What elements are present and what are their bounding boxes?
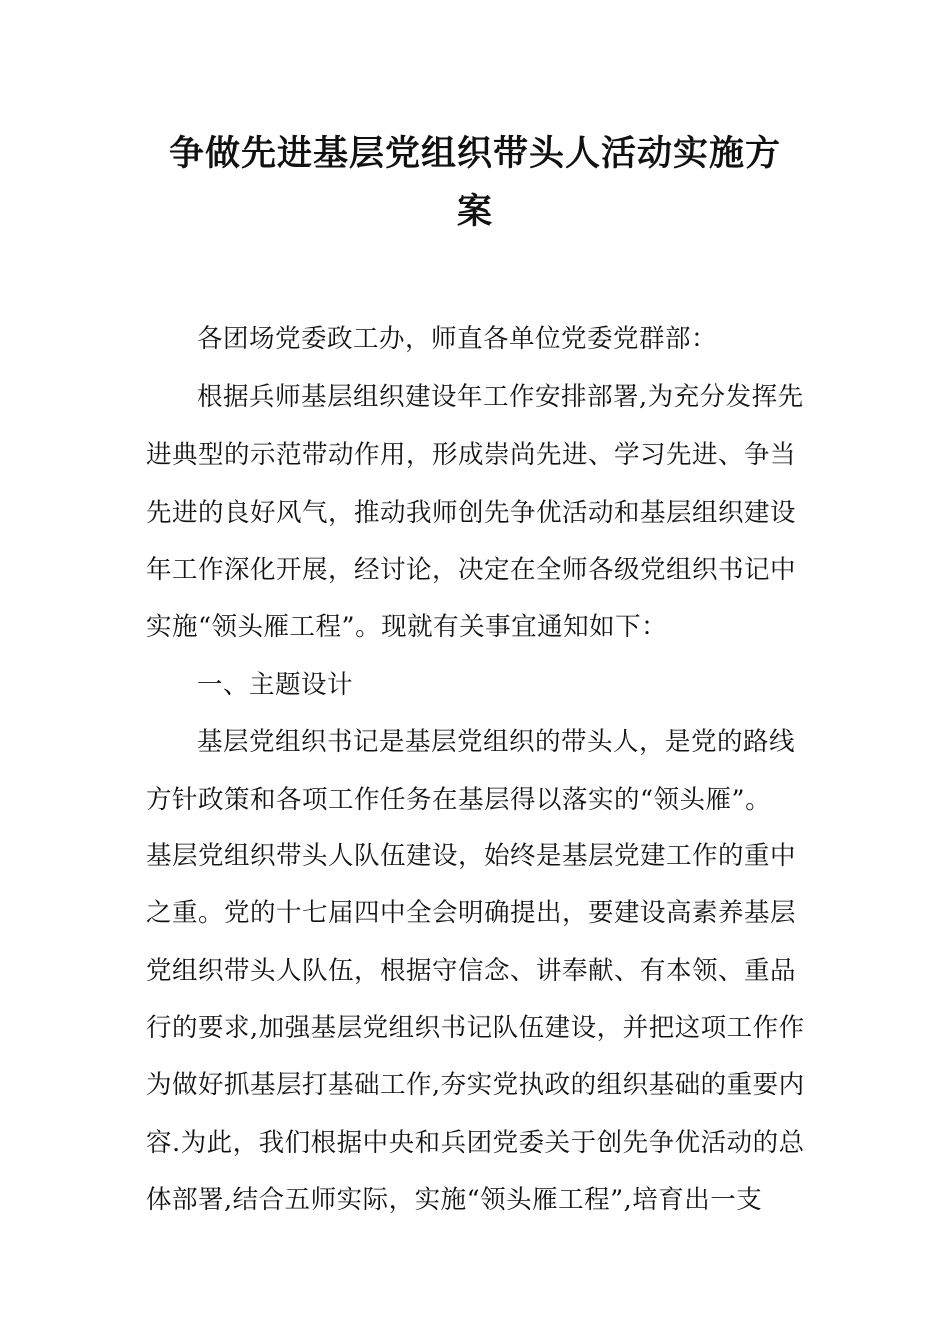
- paragraph-line: 年工作深化开展，经讨论，决定在全师各级党组织书记中: [146, 555, 797, 585]
- section-heading: 一、主题设计: [197, 670, 354, 700]
- paragraph-line: 方针政策和各项工作任务在基层得以落实的“领头雁”。: [146, 785, 772, 815]
- paragraph-line: 基层党组织书记是基层党组织的带头人，是党的路线: [197, 727, 796, 757]
- paragraph-line: 容.为此，我们根据中央和兵团党委关于创先争优活动的总: [146, 1128, 805, 1158]
- document-title-line-2: 案: [456, 192, 493, 232]
- paragraph-line: 基层党组织带头人队伍建设，始终是基层党建工作的重中: [146, 841, 797, 871]
- paragraph-line: 行的要求,加强基层党组织书记队伍建设，并把这项工作作: [146, 1013, 805, 1043]
- paragraph-line: 先进的良好风气，推动我师创先争优活动和基层组织建设: [146, 498, 797, 528]
- paragraph-line: 为做好抓基层打基础工作,夯实党执政的组织基础的重要内: [146, 1070, 805, 1100]
- paragraph-line: 实施“领头雁工程”。现就有关事宜通知如下：: [146, 612, 668, 642]
- paragraph-line: 体部署,结合五师实际，实施“领头雁工程”,培育出一支: [146, 1185, 763, 1215]
- paragraph-line: 进典型的示范带动作用，形成崇尚先进、学习先进、争当: [146, 440, 797, 470]
- paragraph-line: 之重。党的十七届四中全会明确提出，要建设高素养基层: [146, 898, 797, 928]
- document-title-line-1: 争做先进基层党组织带头人活动实施方: [168, 134, 781, 174]
- paragraph-line: 根据兵师基层组织建设年工作安排部署,为充分发挥先: [197, 382, 804, 412]
- salutation-line: 各团场党委政工办，师直各单位党委党群部：: [197, 324, 718, 354]
- paragraph-line: 党组织带头人队伍，根据守信念、讲奉献、有本领、重品: [146, 956, 797, 986]
